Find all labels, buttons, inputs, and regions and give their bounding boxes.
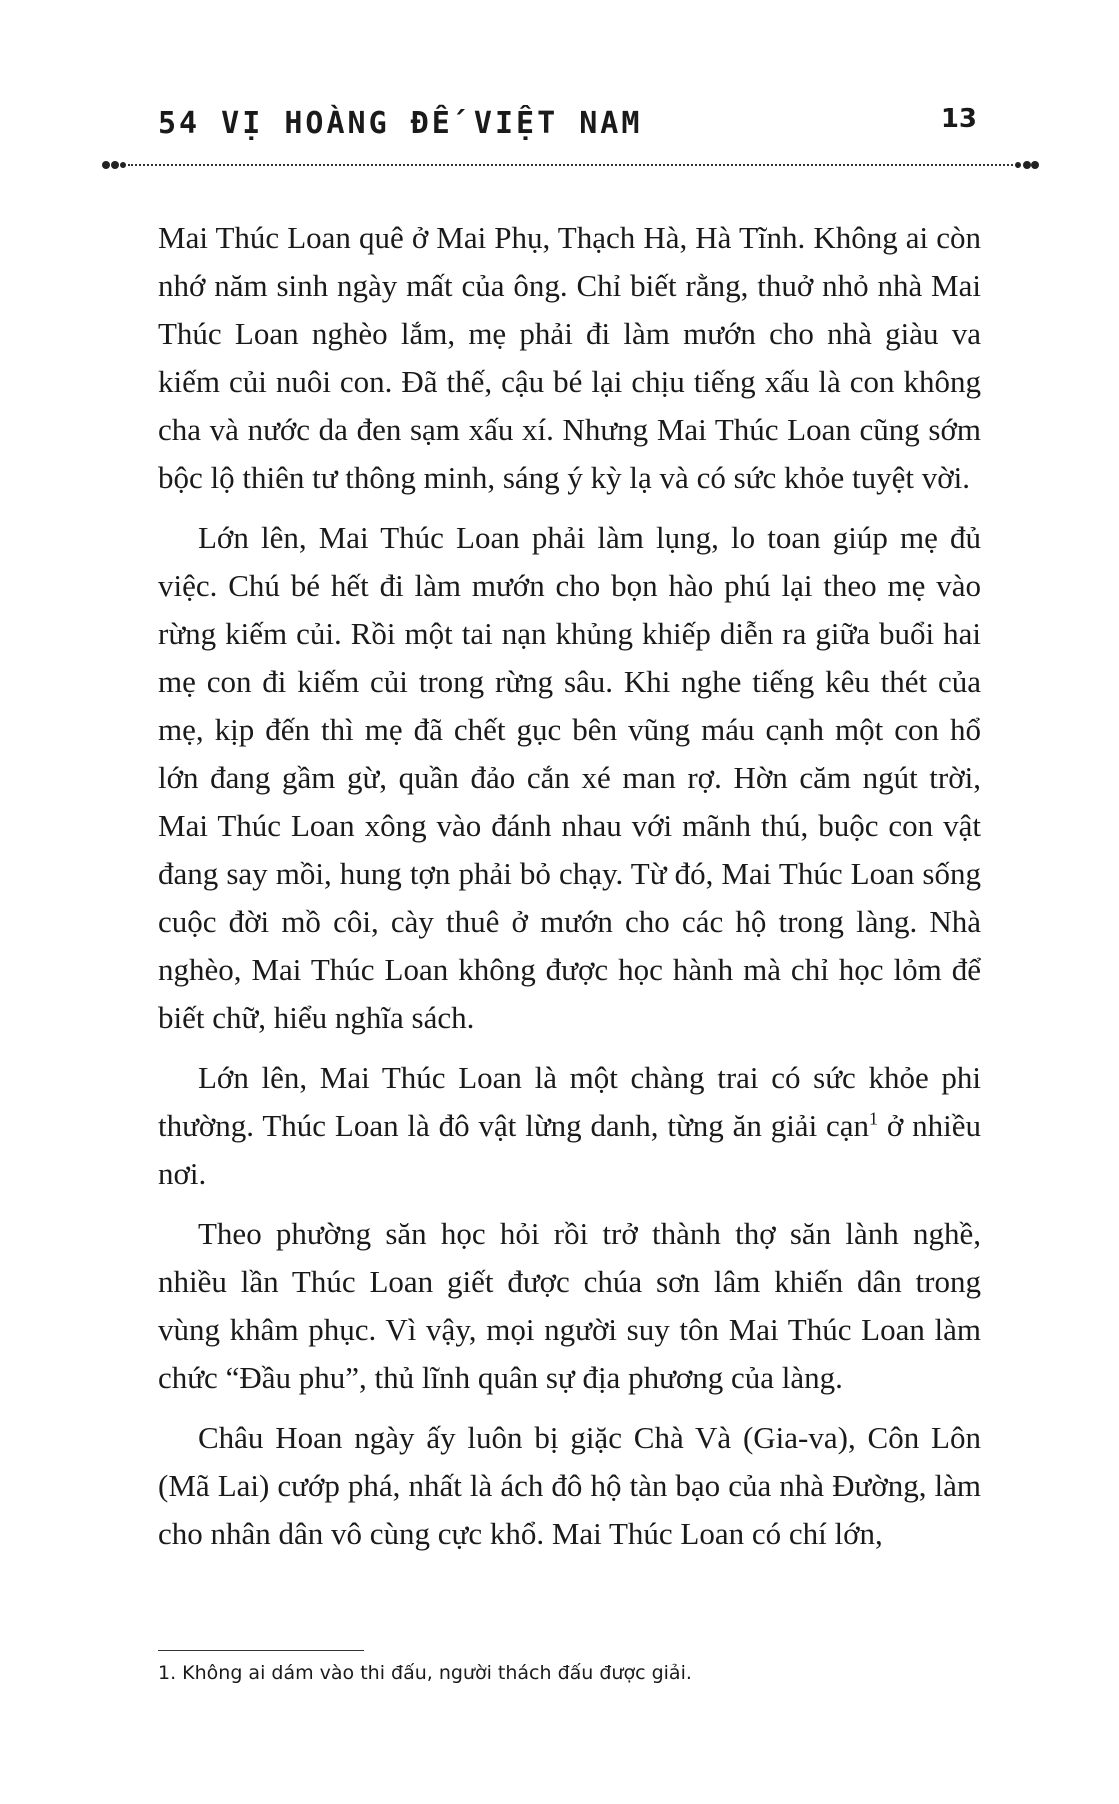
page-number: 13 bbox=[940, 104, 977, 134]
footnote-separator bbox=[158, 1650, 364, 1651]
footnote-reference: 1 bbox=[869, 1108, 879, 1129]
paragraph-text: Lớn lên, Mai Thúc Loan là một chàng trai có sức khỏe phi thường. Thúc Loan là đô vật lừng danh, từng ăn giải cạn bbox=[158, 1060, 981, 1143]
paragraph: Mai Thúc Loan quê ở Mai Phụ, Thạch Hà, Hà Tĩnh. Không ai còn nhớ năm sinh ngày mất của ông. Chỉ biết rằng, thuở nhỏ nhà Mai Thúc Loan nghèo lắm, mẹ phải đi làm mướn cho nhà giàu va kiếm củi nuôi con. Đã thế, cậu bé lại chịu tiếng xấu là con không cha và nước da đen sạm xấu xí. Nhưng Mai Thúc Loan cũng sớm bộc lộ thiên tư thông minh, sáng ý kỳ lạ và có sức khỏe tuyệt vời. bbox=[158, 220, 981, 495]
paragraph: Theo phường săn học hỏi rồi trở thành thợ săn lành nghề, nhiều lần Thúc Loan giết được chúa sơn lâm khiến dân trong vùng khâm phục. Vì vậy, mọi người suy tôn Mai Thúc Loan làm chức “Đầu phu”, thủ lĩnh quân sự địa phương của làng. bbox=[158, 1216, 981, 1395]
divider-ornament-right bbox=[1013, 158, 1039, 172]
paragraph-text: ở nhiều nơi. bbox=[158, 1108, 982, 1191]
dotted-line bbox=[128, 164, 1013, 166]
running-head-title: 54 VỊ HOÀNG ĐẾ VIỆT NAM bbox=[158, 106, 643, 141]
paragraph bbox=[158, 1054, 981, 1198]
body-text bbox=[158, 214, 981, 1570]
paragraph: Châu Hoan ngày ấy luôn bị giặc Chà Và (Gia-va), Côn Lôn (Mã Lai) cướp phá, nhất là ách đô hộ tàn bạo của nhà Đường, làm cho nhân dân vô cùng cực khổ. Mai Thúc Loan có chí lớn, bbox=[158, 1420, 981, 1551]
header-divider bbox=[102, 158, 1039, 172]
paragraph: Lớn lên, Mai Thúc Loan phải làm lụng, lo toan giúp mẹ đủ việc. Chú bé hết đi làm mướn cho bọn hào phú lại theo mẹ vào rừng kiếm củi. Rồi một tai nạn khủng khiếp diễn ra giữa buổi hai mẹ con đi kiếm củi trong rừng sâu. Khi nghe tiếng kêu thét của mẹ, kịp đến thì mẹ đã chết gục bên vũng máu cạnh một con hổ lớn đang gầm gừ, quần đảo cắn xé man rợ. Hờn căm ngút trời, Mai Thúc Loan xông vào đánh nhau với mãnh thú, buộc con vật đang say mồi, hung tợn phải bỏ chạy. Từ đó, Mai Thúc Loan sống cuộc đời mồ côi, cày thuê ở mướn cho các hộ trong làng. Nhà nghèo, Mai Thúc Loan không được học hành mà chỉ học lỏm để biết chữ, hiểu nghĩa sách. bbox=[158, 520, 981, 1035]
footnote: 1. Không ai dám vào thi đấu, người thách đấu được giải. bbox=[158, 1662, 692, 1684]
divider-ornament-left bbox=[102, 158, 128, 172]
